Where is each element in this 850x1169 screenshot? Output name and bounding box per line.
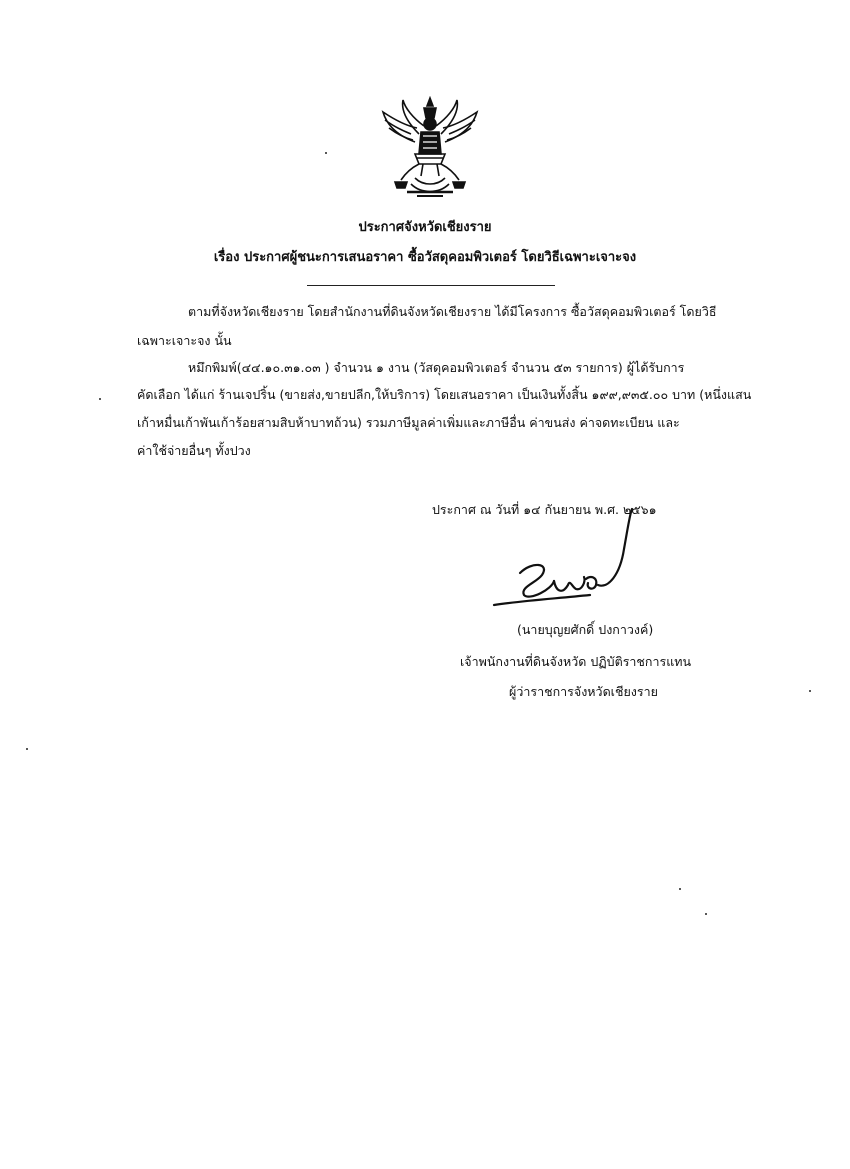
signature-icon — [490, 505, 650, 615]
scan-speck — [26, 748, 28, 750]
body-line-5: เก้าหมื่นเก้าพันเก้าร้อยสามสิบห้าบาทถ้วน) รวมภาษีมูลค่าเพิ่มและภาษีอื่น ค่าขนส่ง ค่าจดทะเบียน และ — [137, 415, 680, 430]
body-line-3: หมึกพิมพ์(๔๔.๑๐.๓๑.๐๓ ) จำนวน ๑ งาน (วัสดุคอมพิวเตอร์ จำนวน ๕๓ รายการ) ผู้ได้รับการ — [188, 360, 685, 375]
scan-speck — [679, 888, 681, 890]
scan-speck — [325, 152, 327, 154]
announcement-date: ประกาศ ณ วันที่ ๑๔ กันยายน พ.ศ. ๒๕๖๑ — [432, 502, 657, 517]
title-divider — [307, 285, 555, 286]
body-line-2: เฉพาะเจาะจง นั้น — [137, 333, 232, 348]
signer-position: เจ้าพนักงานที่ดินจังหวัด ปฏิบัติราชการแทน — [460, 654, 692, 669]
announcement-subject: เรื่อง ประกาศผู้ชนะการเสนอราคา ซื้อวัสดุคอมพิวเตอร์ โดยวิธีเฉพาะเจาะจง — [213, 250, 637, 265]
scan-speck — [99, 398, 101, 400]
garuda-emblem-icon — [377, 96, 483, 202]
scan-speck — [705, 913, 707, 915]
announcement-title: ประกาศจังหวัดเชียงราย — [358, 220, 492, 235]
body-line-4: คัดเลือก ได้แก่ ร้านเจปริ้น (ขายส่ง,ขายปลีก,ให้บริการ) โดยเสนอราคา เป็นเงินทั้งสิ้น ๑๙๙,๙๓๕.๐๐ บาท (หนึ่งแสน — [137, 387, 752, 402]
body-line-1: ตามที่จังหวัดเชียงราย โดยสำนักงานที่ดินจังหวัดเชียงราย ได้มีโครงการ ซื้อวัสดุคอมพิวเตอร์ โดยวิธี — [188, 304, 717, 319]
scan-speck — [809, 690, 811, 692]
signer-position-2: ผู้ว่าราชการจังหวัดเชียงราย — [509, 684, 658, 699]
body-line-6: ค่าใช้จ่ายอื่นๆ ทั้งปวง — [137, 443, 251, 458]
signer-name: (นายบุญยศักดิ์ ปงกาวงค์) — [517, 622, 654, 637]
